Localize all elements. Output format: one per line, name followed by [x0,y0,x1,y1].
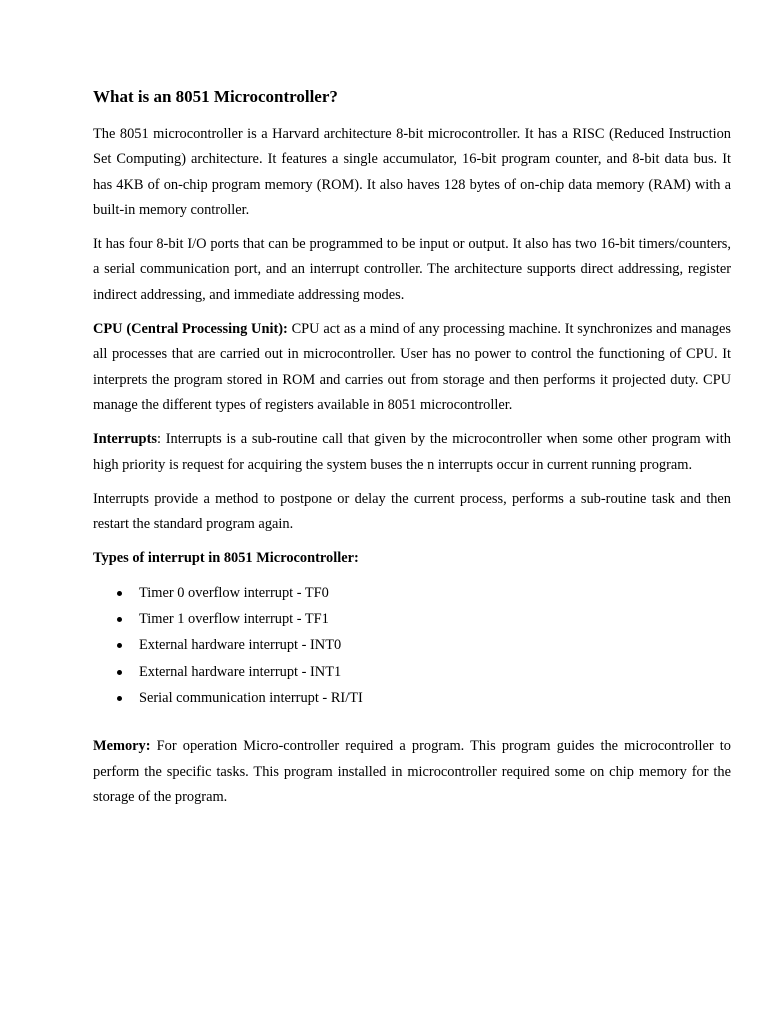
interrupts-text: : Interrupts is a sub-routine call that given by the microcontroller when some other program with high priority is request for acquiring the system buses the n interrupts occur in current running program. [93,431,731,473]
list-item-text: Timer 0 overflow interrupt - TF0 [139,584,329,601]
list-item-text: External hardware interrupt - INT1 [139,663,342,680]
list-item [93,580,731,606]
memory-text: For operation Micro-controller required a program. This program guides the microcontroller to perform the specific tasks. This program installed in microcontroller required some on chip memory for the storage of the program. [93,738,731,805]
bullet-icon [117,617,122,622]
list-item [93,606,731,632]
document-page [93,86,731,819]
list-item [93,632,731,658]
interrupt-types-heading: Types of interrupt in 8051 Microcontroller: [93,550,359,567]
bullet-icon [117,670,122,675]
list-item-text: External hardware interrupt - INT0 [139,637,342,654]
memory-label: Memory: [93,738,151,755]
paragraph-memory [93,734,731,810]
bullet-icon [117,591,122,596]
paragraph-io-ports: It has four 8-bit I/O ports that can be programmed to be input or output. It also has two 16-bit timers/counters, a serial communication port, and an interrupt controller. The architecture supports direct addressing, register indirect addressing, and immediate addressing modes. [93,236,731,303]
interrupt-types-list [93,580,731,711]
paragraph-cpu [93,317,731,418]
list-item-text: Timer 1 overflow interrupt - TF1 [139,611,329,628]
list-item [93,659,731,685]
paragraph-interrupts [93,427,731,478]
bullet-icon [117,696,122,701]
bullet-icon [117,643,122,648]
cpu-label: CPU (Central Processing Unit): [93,321,288,338]
page-title: What is an 8051 Microcontroller? [93,87,338,106]
paragraph-intro: The 8051 microcontroller is a Harvard architecture 8-bit microcontroller. It has a RISC (Reduced Instruction Set Computing) architecture. It features a single accumulator, 16-bit program counter, and 8-bit data bus. It has 4KB of on-chip program memory (ROM). It also haves 128 bytes of on-chip data memory (RAM) with a built-in memory controller. [93,126,731,218]
list-item [93,685,731,711]
interrupts-label: Interrupts [93,431,157,448]
cpu-text: CPU act as a mind of any processing machine. It synchronizes and manages all processes that are carried out in microcontroller. User has no power to control the functioning of CPU. It interprets the program stored in ROM and carries out from storage and then performs it projected duty. CPU manage the different types of registers available in 8051 microcontroller. [93,321,731,413]
list-item-text: Serial communication interrupt - RI/TI [139,689,363,706]
paragraph-interrupts-method: Interrupts provide a method to postpone or delay the current process, performs a sub-routine task and then restart the standard program again. [93,490,731,533]
